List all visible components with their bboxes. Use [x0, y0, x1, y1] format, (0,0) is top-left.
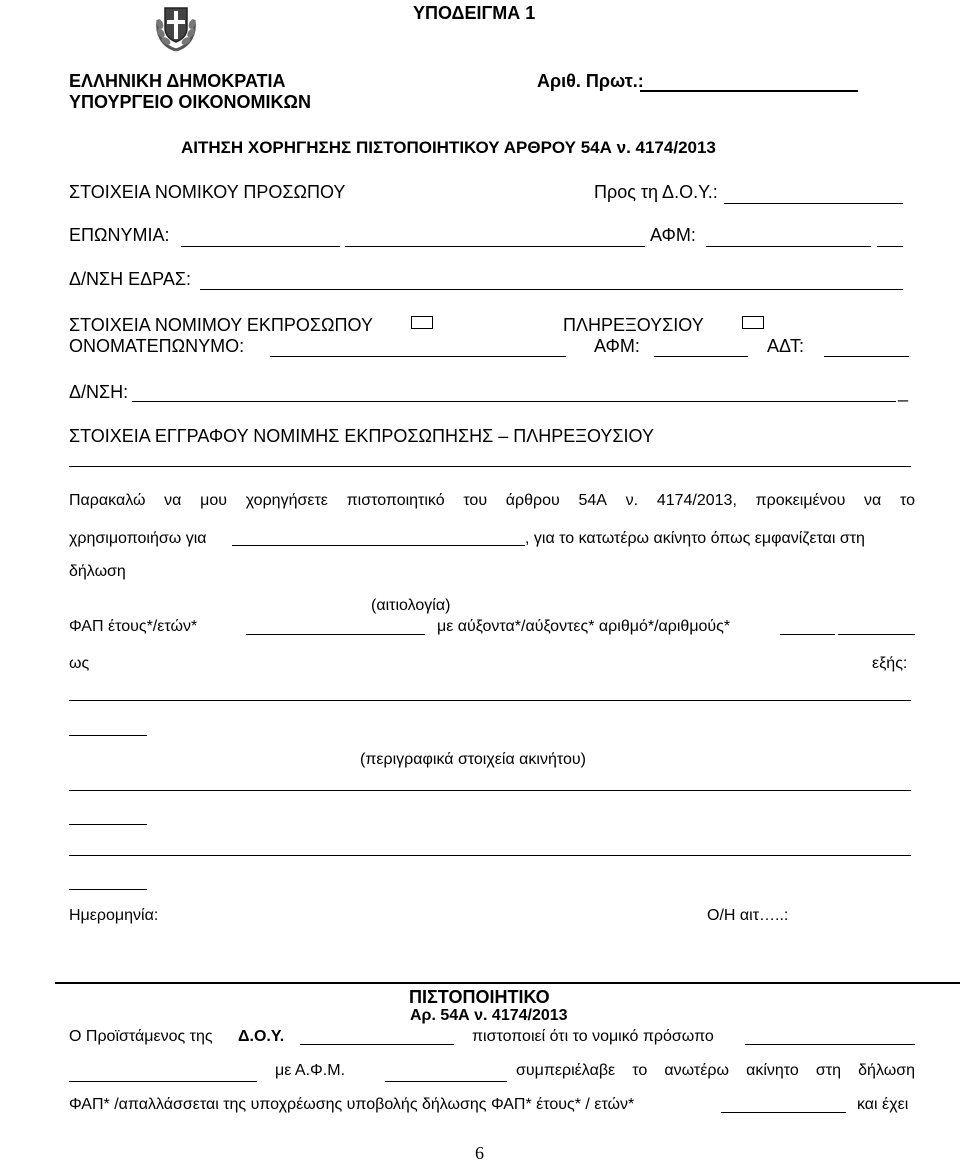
legal-rep-checkbox[interactable]: [411, 316, 433, 329]
fap-serial-field[interactable]: [780, 634, 835, 635]
rep-document-label: ΣΤΟΙΧΕΙΑ ΕΓΓΡΑΦΟΥ ΝΟΜΙΜΗΣ ΕΚΠΡΟΣΩΠΗΣΗΣ – ΠΛΗΡΕΞΟΥΣΙΟΥ: [69, 426, 654, 446]
certificate-title: ΠΙΣΤΟΠΟΙΗΤΙΚΟ: [409, 987, 550, 1007]
word: άρθρου: [505, 492, 560, 509]
word: δήλωση: [858, 1062, 915, 1079]
rep-afm-field[interactable]: [654, 356, 748, 357]
fap-serial-label: με αύξοντα*/αύξοντες* αριθμό*/αριθμούς*: [437, 618, 731, 635]
proxy-checkbox[interactable]: [742, 316, 764, 329]
certificate-tax-office: Δ.Ο.Υ.: [238, 1028, 285, 1045]
rep-fullname-field[interactable]: [270, 356, 566, 357]
ministry-name: ΥΠΟΥΡΓΕΙΟ ΟΙΚΟΝΟΜΙΚΩΝ: [69, 92, 311, 112]
coat-of-arms-emblem: [150, 2, 202, 54]
page-number: 6: [475, 1143, 484, 1163]
entity-name-field-1[interactable]: [181, 246, 340, 247]
sample-title: ΥΠΟΔΕΙΓΜΑ 1: [413, 3, 536, 23]
word: προκειμένου: [755, 492, 846, 509]
as-label: ως: [69, 655, 90, 672]
word: Παρακαλώ: [69, 492, 146, 509]
rep-adt-field[interactable]: [824, 356, 909, 357]
word: πιστοποιητικό: [346, 492, 445, 509]
body-line-2-start: χρησιμοποιήσω για: [69, 530, 207, 547]
rep-fullname-label: ΟΝΟΜΑΤΕΠΩΝΥΜΟ:: [69, 336, 245, 356]
entity-afm-field[interactable]: [706, 246, 871, 247]
certificate-entity-field[interactable]: [745, 1044, 915, 1045]
protocol-number-field[interactable]: [640, 90, 858, 92]
proxy-label: ΠΛΗΡΕΞΟΥΣΙΟΥ: [563, 315, 704, 335]
word: μου: [200, 492, 227, 509]
tax-office-label: Προς τη Δ.Ο.Υ.:: [594, 182, 718, 202]
date-label: Ημερομηνία:: [69, 907, 159, 924]
rep-address-tail: _: [898, 382, 909, 402]
property-line-1-tail[interactable]: [69, 735, 147, 736]
property-line-2[interactable]: [69, 790, 911, 791]
fap-years-field[interactable]: [246, 634, 425, 635]
certificate-tax-office-field[interactable]: [300, 1044, 454, 1045]
certificate-last-line-end: και έχει: [857, 1096, 909, 1113]
laurel-shield-icon: [150, 2, 202, 54]
follows-label: εξής:: [872, 655, 908, 672]
certificate-afm-field[interactable]: [385, 1081, 507, 1082]
certificate-years-field[interactable]: [721, 1112, 846, 1113]
rep-afm-label: ΑΦΜ:: [594, 336, 640, 356]
rep-address-label: Δ/ΝΣΗ:: [69, 382, 129, 402]
entity-name-field-2[interactable]: [345, 246, 645, 247]
applicant-label: Ο/Η αιτ…..:: [707, 907, 789, 924]
protocol-label: Αριθ. Πρωτ.:: [537, 71, 644, 91]
certificate-last-line-start: ΦΑΠ* /απαλλάσσεται της υποχρέωσης υποβολής δήλωσης ΦΑΠ* έτους* / ετών*: [69, 1096, 635, 1113]
word: 54Α: [578, 492, 607, 509]
legal-entity-section-label: ΣΤΟΙΧΕΙΑ ΝΟΜΙΚΟΥ ΠΡΟΣΩΠΟΥ: [69, 182, 346, 202]
property-caption: (περιγραφικά στοιχεία ακινήτου): [360, 751, 586, 768]
word: 4174/2013,: [656, 492, 737, 509]
word: του: [463, 492, 488, 509]
word: στη: [815, 1062, 842, 1079]
word: συμπεριέλαβε: [516, 1062, 616, 1079]
property-line-3[interactable]: [69, 855, 911, 856]
body-line-1: [69, 493, 915, 509]
property-line-3-tail[interactable]: [69, 889, 147, 890]
word: το: [632, 1062, 648, 1079]
certificate-entity-field-2[interactable]: [69, 1081, 257, 1082]
fap-label: ΦΑΠ έτους*/ετών*: [69, 618, 198, 635]
rep-address-field[interactable]: [132, 401, 896, 402]
entity-address-field[interactable]: [200, 289, 903, 290]
word: το: [899, 492, 915, 509]
certificate-included-line: [516, 1063, 915, 1079]
entity-name-label: ΕΠΩΝΥΜΙΑ:: [69, 225, 170, 245]
reason-caption: (αιτιολογία): [371, 597, 451, 614]
property-line-2-tail[interactable]: [69, 824, 147, 825]
word: να: [164, 492, 182, 509]
rep-document-field[interactable]: [69, 466, 911, 467]
entity-afm-label: ΑΦΜ:: [650, 225, 696, 245]
certificate-with-afm: με Α.Φ.Μ.: [275, 1062, 346, 1079]
request-title: ΑΙΤΗΣΗ ΧΟΡΗΓΗΣΗΣ ΠΙΣΤΟΠΟΙΗΤΙΚΟΥ ΑΡΘΡΟΥ 54Α ν. 4174/2013: [181, 138, 716, 157]
purpose-field[interactable]: [232, 545, 525, 546]
org-name: ΕΛΛΗΝΙΚΗ ΔΗΜΟΚΡΑΤΙΑ: [69, 71, 286, 91]
body-line-2-end: , για το κατωτέρω ακίνητο όπως εμφανίζεται στη: [525, 530, 865, 547]
certificate-head-start: Ο Προϊστάμενος της: [69, 1028, 213, 1045]
word: ακίνητο: [746, 1062, 799, 1079]
entity-afm-field-tail[interactable]: [877, 246, 903, 247]
body-line-3: δήλωση: [69, 563, 126, 580]
certificate-subtitle: Αρ. 54Α ν. 4174/2013: [410, 1007, 568, 1024]
word: να: [864, 492, 882, 509]
property-line-1[interactable]: [69, 700, 911, 701]
tax-office-field[interactable]: [724, 203, 903, 204]
rep-adt-label: ΑΔΤ:: [767, 336, 805, 356]
legal-rep-label: ΣΤΟΙΧΕΙΑ ΝΟΜΙΜΟΥ ΕΚΠΡΟΣΩΠΟΥ: [69, 315, 373, 335]
certificate-divider: [55, 982, 960, 984]
word: ν.: [625, 492, 639, 509]
fap-serial-field-tail[interactable]: [838, 634, 915, 635]
entity-address-label: Δ/ΝΣΗ ΕΔΡΑΣ:: [69, 269, 191, 289]
word: ανωτέρω: [664, 1062, 729, 1079]
word: χορηγήσετε: [245, 492, 328, 509]
certificate-certifies: πιστοποιεί ότι το νομικό πρόσωπο: [472, 1028, 714, 1045]
